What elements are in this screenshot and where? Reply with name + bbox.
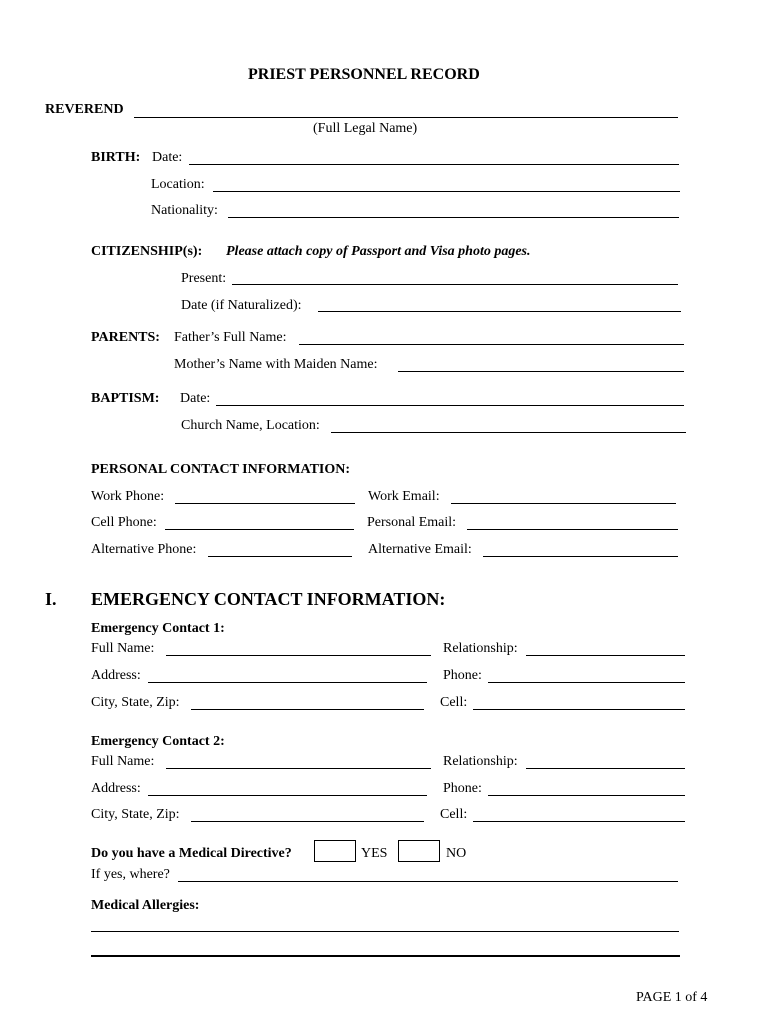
father-name-field[interactable]: [299, 344, 684, 345]
birth-date-field[interactable]: [189, 164, 679, 165]
date-naturalized-field[interactable]: [318, 311, 681, 312]
cell-phone-field[interactable]: [165, 529, 354, 530]
ec2-city-field[interactable]: [191, 821, 424, 822]
church-label: Church Name, Location:: [181, 418, 320, 433]
birth-location-label: Location:: [151, 177, 205, 192]
ec1-cell-field[interactable]: [473, 709, 685, 710]
allergies-line-2[interactable]: [91, 955, 680, 957]
emergency-contact-1-heading: Emergency Contact 1:: [91, 621, 225, 636]
if-yes-where-label: If yes, where?: [91, 867, 170, 882]
present-label: Present:: [181, 271, 227, 286]
medical-directive-question: Do you have a Medical Directive?: [91, 846, 292, 861]
personal-email-label: Personal Email:: [367, 515, 457, 530]
ec2-city-label: City, State, Zip:: [91, 807, 180, 822]
birth-location-field[interactable]: [213, 191, 680, 192]
birth-label: BIRTH:: [91, 150, 141, 165]
citizenship-note: Please attach copy of Passport and Visa photo pages.: [226, 244, 531, 259]
work-phone-field[interactable]: [175, 503, 355, 504]
ec2-full-name-field[interactable]: [166, 768, 431, 769]
ec1-phone-field[interactable]: [488, 682, 685, 683]
ec2-relationship-label: Relationship:: [443, 754, 518, 769]
baptism-label: BAPTISM:: [91, 391, 160, 406]
ec1-full-name-field[interactable]: [166, 655, 431, 656]
ec1-cell-label: Cell:: [440, 695, 468, 710]
ec2-address-label: Address:: [91, 781, 141, 796]
ec2-address-field[interactable]: [148, 795, 427, 796]
church-field[interactable]: [331, 432, 686, 433]
ec2-cell-label: Cell:: [440, 807, 468, 822]
yes-label: YES: [361, 846, 388, 861]
ec2-full-name-label: Full Name:: [91, 754, 155, 769]
ec1-city-label: City, State, Zip:: [91, 695, 180, 710]
alt-phone-field[interactable]: [208, 556, 352, 557]
ec2-phone-field[interactable]: [488, 795, 685, 796]
nationality-label: Nationality:: [151, 203, 218, 218]
no-checkbox[interactable]: [398, 840, 440, 862]
allergies-line-1[interactable]: [91, 931, 679, 932]
medical-allergies-label: Medical Allergies:: [91, 898, 200, 913]
citizenship-label: CITIZENSHIP(s):: [91, 244, 203, 259]
ec1-city-field[interactable]: [191, 709, 424, 710]
work-email-label: Work Email:: [368, 489, 440, 504]
ec1-relationship-field[interactable]: [526, 655, 685, 656]
date-naturalized-label: Date (if Naturalized):: [181, 298, 302, 313]
ec1-relationship-label: Relationship:: [443, 641, 518, 656]
alt-email-field[interactable]: [483, 556, 678, 557]
yes-checkbox[interactable]: [314, 840, 356, 862]
mother-name-label: Mother’s Name with Maiden Name:: [174, 357, 378, 372]
baptism-date-field[interactable]: [216, 405, 684, 406]
ec1-full-name-label: Full Name:: [91, 641, 155, 656]
ec1-address-label: Address:: [91, 668, 141, 683]
page-title: PRIEST PERSONNEL RECORD: [248, 66, 480, 83]
work-phone-label: Work Phone:: [91, 489, 165, 504]
mother-name-field[interactable]: [398, 371, 684, 372]
ec1-address-field[interactable]: [148, 682, 427, 683]
ec2-phone-label: Phone:: [443, 781, 482, 796]
emergency-contact-2-heading: Emergency Contact 2:: [91, 734, 225, 749]
cell-phone-label: Cell Phone:: [91, 515, 157, 530]
page-number: PAGE 1 of 4: [636, 990, 708, 1005]
alt-email-label: Alternative Email:: [368, 542, 472, 557]
personal-contact-heading: PERSONAL CONTACT INFORMATION:: [91, 462, 351, 477]
ec2-relationship-field[interactable]: [526, 768, 685, 769]
baptism-date-label: Date:: [180, 391, 211, 406]
no-label: NO: [446, 846, 467, 861]
directive-location-field[interactable]: [178, 881, 678, 882]
section-numeral: I.: [45, 589, 57, 609]
birth-date-label: Date:: [152, 150, 183, 165]
full-legal-name-caption: (Full Legal Name): [313, 121, 418, 136]
parents-label: PARENTS:: [91, 330, 160, 345]
ec1-phone-label: Phone:: [443, 668, 482, 683]
reverend-name-field[interactable]: [134, 117, 678, 118]
ec2-cell-field[interactable]: [473, 821, 685, 822]
emergency-heading: EMERGENCY CONTACT INFORMATION:: [91, 589, 446, 609]
reverend-label: REVEREND: [45, 102, 124, 117]
alt-phone-label: Alternative Phone:: [91, 542, 197, 557]
personal-email-field[interactable]: [467, 529, 678, 530]
nationality-field[interactable]: [228, 217, 679, 218]
present-field[interactable]: [232, 284, 678, 285]
father-name-label: Father’s Full Name:: [174, 330, 287, 345]
work-email-field[interactable]: [451, 503, 676, 504]
